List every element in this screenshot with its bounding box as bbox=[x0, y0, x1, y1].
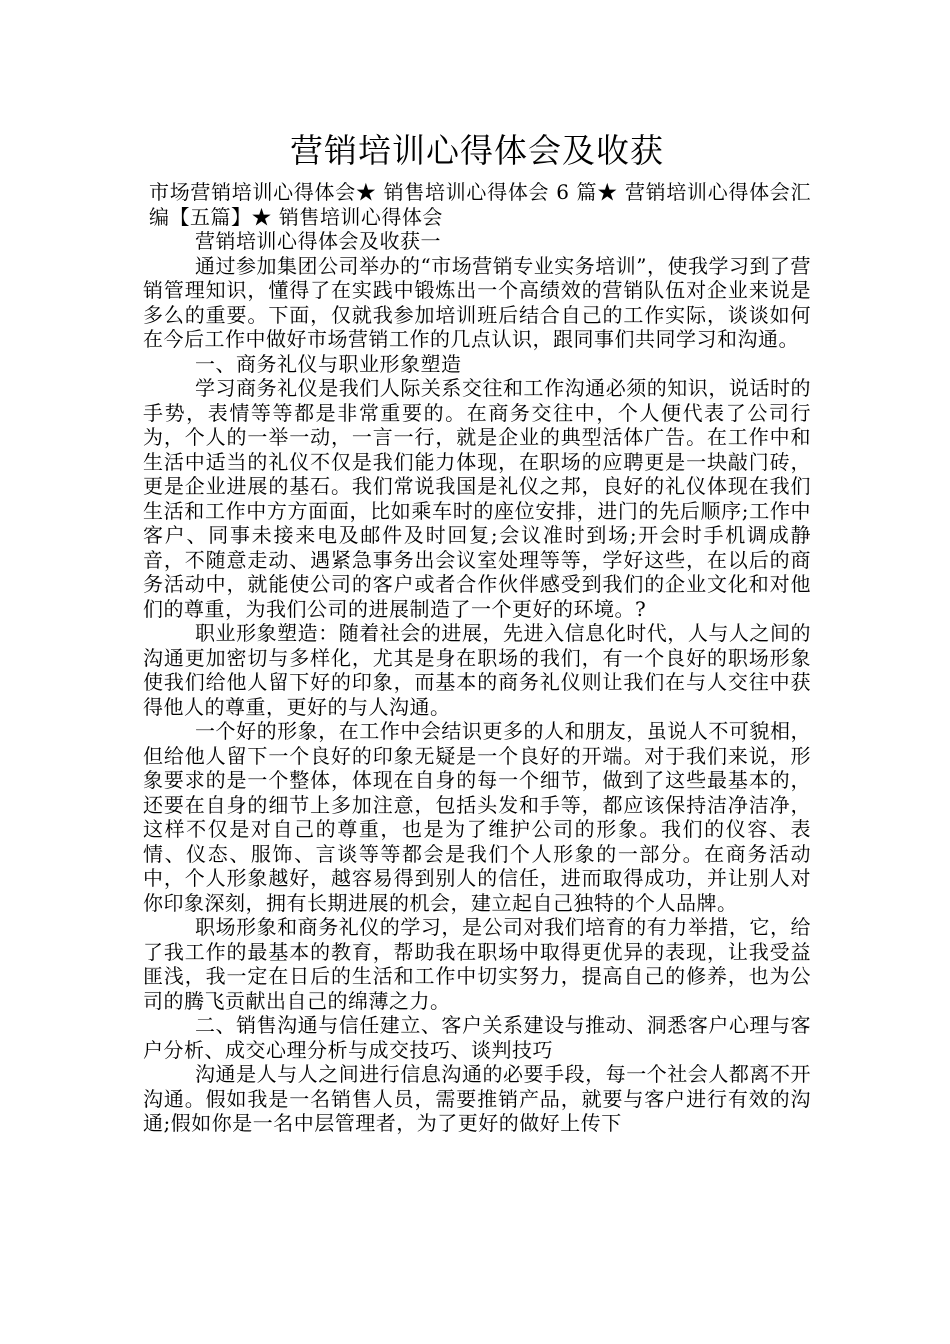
section-heading-1: 营销培训心得体会及收获一 bbox=[195, 229, 441, 253]
section-heading-sales: 二、销售沟通与信任建立、客户关系建设与推动、洞悉客户心理与客户分析、成交心理分析与成交技巧、谈判技巧 bbox=[143, 1013, 811, 1062]
document-title: 营销培训心得体会及收获 bbox=[290, 131, 664, 170]
document-page bbox=[143, 122, 811, 1136]
paragraph: 职业形象塑造：随着社会的进展，先进入信息化时代，人与人之间的沟通更加密切与多样化，尤其是身在职场的我们，有一个良好的职场形象使我们给他人留下好的印象，而基本的商务礼仪则让我们在与人交往中获得他人的尊重，更好的与人沟通。 bbox=[143, 621, 811, 719]
document-subtitle: 市场营销培训心得体会★ 销售培训心得体会 6 篇★ 营销培训心得体会汇编【五篇】★ 销售培训心得体会 bbox=[149, 180, 811, 229]
paragraph: 通过参加集团公司举办的“市场营销专业实务培训”，使我学习到了营销管理知识，懂得了在实践中锻炼出一个高绩效的营销队伍对企业来说是多么的重要。下面，仅就我参加培训班后结合自己的工作实际，谈谈如何在今后工作中做好市场营销工作的几点认识，跟同事们共同学习和沟通。 bbox=[143, 253, 811, 351]
paragraph: 职场形象和商务礼仪的学习，是公司对我们培育的有力举措，它，给了我工作的最基本的教育，帮助我在职场中取得更优异的表现，让我受益匪浅，我一定在日后的生活和工作中切实努力，提高自己的修养，也为公司的腾飞贡献出自己的绵薄之力。 bbox=[143, 915, 811, 1013]
paragraph: 一个好的形象，在工作中会结识更多的人和朋友，虽说人不可貌相，但给他人留下一个良好的印象无疑是一个良好的开端。对于我们来说，形象要求的是一个整体，体现在自身的每一个细节，做到了这些最基本的，还要在自身的细节上多加注意，包括头发和手等，都应该保持洁净洁净，这样不仅是对自己的尊重，也是为了维护公司的形象。我们的仪容、表情、仪态、服饰、言谈等等都会是我们个人形象的一部分。在商务活动中，个人形象越好，越容易得到别人的信任，进而取得成功，并让别人对你印象深刻，拥有长期进展的机会，建立起自己独特的个人品牌。 bbox=[143, 719, 811, 915]
paragraph: 学习商务礼仪是我们人际关系交往和工作沟通必须的知识，说话时的手势，表情等等都是非常重要的。在商务交往中，个人便代表了公司行为，个人的一举一动，一言一行，就是企业的典型活体广告。在工作中和生活中适当的礼仪不仅是我们能力体现，在职场的应聘更是一块敲门砖，更是企业进展的基石。我们常说我国是礼仪之邦，良好的礼仪体现在我们生活和工作中方方面面，比如乘车时的座位安排，进门的先后顺序;工作中客户、同事未接来电及邮件及时回复;会议准时到场;开会时手机调成静音，不随意走动、遇紧急事务出会议室处理等等，学好这些，在以后的商务活动中，就能使公司的客户或者合作伙伴感受到我们的企业文化和对他们的尊重，为我们公司的进展制造了一个更好的环境。? bbox=[143, 376, 811, 621]
section-heading-etiquette: 一、商务礼仪与职业形象塑造 bbox=[195, 351, 462, 376]
paragraph: 沟通是人与人之间进行信息沟通的必要手段，每一个社会人都离不开沟通。假如我是一名销售人员，需要推销产品，就要与客户进行有效的沟通;假如你是一名中层管理者，为了更好的做好上传下 bbox=[143, 1062, 811, 1135]
